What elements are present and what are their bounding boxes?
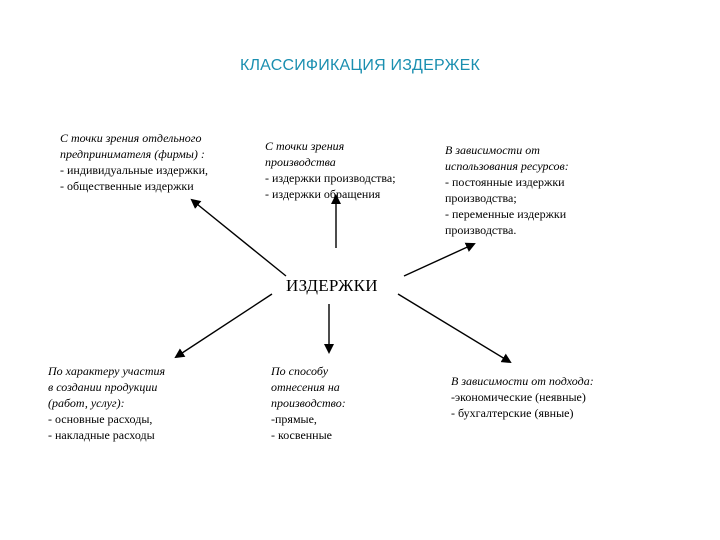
block-line: С точки зрения bbox=[265, 139, 345, 153]
block-line: (работ, услуг): bbox=[48, 396, 125, 410]
block-line: - издержки обращения bbox=[265, 187, 381, 201]
block-line: производства; bbox=[445, 191, 517, 205]
diagram-title: КЛАССИФИКАЦИЯ ИЗДЕРЖЕК bbox=[239, 57, 481, 74]
arrow-bottom-right bbox=[398, 294, 510, 362]
block-line: - бухгалтерские (явные) bbox=[451, 406, 574, 420]
block-line: - общественные издержки bbox=[60, 179, 194, 193]
block-line: отнесения на bbox=[271, 380, 340, 394]
arrow-top-left bbox=[192, 200, 286, 276]
arrow-bottom-left bbox=[176, 294, 272, 357]
block-line: По способу bbox=[271, 364, 329, 378]
arrow-top-right bbox=[404, 244, 474, 276]
block-line: - переменные издержки bbox=[445, 207, 567, 221]
block-line: производство: bbox=[271, 396, 346, 410]
block-line: По характеру участия bbox=[48, 364, 166, 378]
block-line: - накладные расходы bbox=[48, 428, 155, 442]
block-line: В зависимости от bbox=[445, 143, 540, 157]
block-line: -прямые, bbox=[271, 412, 317, 426]
block-line: предпринимателя (фирмы) : bbox=[60, 147, 205, 161]
block-line: С точки зрения отдельного bbox=[60, 131, 202, 145]
block-top-left bbox=[60, 130, 208, 194]
block-top-right bbox=[445, 142, 569, 238]
block-bottom-center bbox=[271, 363, 346, 443]
block-line: использования ресурсов: bbox=[445, 159, 569, 173]
block-line: - основные расходы, bbox=[48, 412, 153, 426]
block-line: в создании продукции bbox=[48, 380, 158, 394]
block-line: -экономические (неявные) bbox=[451, 390, 586, 404]
block-line: - издержки производства; bbox=[265, 171, 396, 185]
block-line: В зависимости от подхода: bbox=[451, 374, 594, 388]
block-line: производства. bbox=[445, 223, 517, 237]
center-node-label: ИЗДЕРЖКИ bbox=[286, 276, 378, 295]
block-line: - индивидуальные издержки, bbox=[60, 163, 209, 177]
block-line: - косвенные bbox=[271, 428, 332, 442]
block-bottom-left bbox=[48, 363, 165, 443]
block-bottom-right bbox=[451, 373, 594, 421]
block-line: - постоянные издержки bbox=[445, 175, 565, 189]
block-top-center bbox=[265, 138, 396, 202]
block-line: производства bbox=[265, 155, 336, 169]
